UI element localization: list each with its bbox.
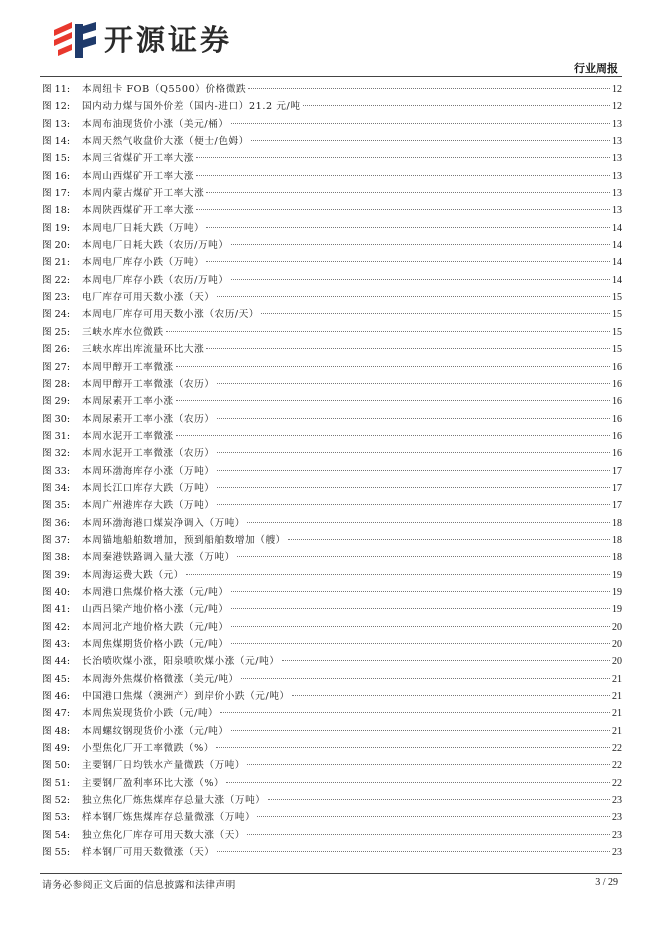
toc-dot-leader [231,608,610,609]
toc-page-number: 23 [612,847,622,859]
toc-dot-leader [220,712,610,713]
toc-page-number: 16 [612,396,622,408]
toc-page-number: 22 [612,743,622,755]
toc-page-number: 14 [612,240,622,252]
toc-dot-leader [231,123,610,124]
toc-entry[interactable] [42,688,622,705]
toc-figure-number: 图 24: [42,309,71,321]
toc-page-number: 16 [612,413,622,425]
toc-entry[interactable] [42,827,622,844]
toc-dot-leader [231,643,610,644]
toc-figure-title: 本周环渤海库存小涨（万吨） [82,465,215,477]
toc-page-number: 20 [612,639,622,650]
toc-entry[interactable] [42,532,622,549]
toc-figure-title: 本周尿素开工率小涨 [82,396,174,408]
toc-dot-leader [196,209,610,210]
footer-disclaimer: 请务必参阅正文后面的信息披露和法律声明 [42,880,236,891]
toc-page-number: 19 [612,569,622,581]
toc-figure-number: 图 21: [42,257,71,269]
toc-entry[interactable] [42,202,622,219]
toc-dot-leader [231,730,610,731]
toc-entry[interactable] [42,653,622,670]
toc-figure-title: 本周水泥开工率微涨（农历） [82,448,215,460]
toc-page-number: 16 [612,448,622,460]
toc-figure-number: 图 40: [42,586,71,598]
toc-figure-title: 本周内蒙古煤矿开工率大涨 [82,188,205,200]
toc-figure-title: 本周广州港库存大跌（万吨） [82,500,215,512]
toc-dot-leader [176,435,610,436]
toc-entry[interactable] [42,844,622,861]
toc-dot-leader [206,227,610,228]
toc-page-number: 20 [612,621,622,633]
toc-entry[interactable] [42,220,622,237]
toc-figure-number: 图 37: [42,534,71,546]
toc-figure-number: 图 27: [42,361,71,373]
toc-entry[interactable] [42,324,622,341]
toc-figure-title: 本周甲醇开工率微涨 [82,361,174,373]
toc-page-number: 15 [612,326,622,338]
toc-page-number: 15 [612,309,622,321]
toc-figure-number: 图 22: [42,274,71,286]
toc-figure-title: 本周尿素开工率小涨（农历） [82,413,215,425]
toc-entry[interactable] [42,376,622,393]
toc-figure-title: 本周陕西煤矿开工率大涨 [82,205,195,217]
figure-table-of-contents [42,81,622,861]
toc-figure-title: 独立焦化厂库存可用天数大涨（天） [82,829,246,841]
toc-figure-number: 图 53: [42,812,71,824]
toc-figure-title: 本周三省煤矿开工率大涨 [82,153,195,165]
toc-figure-title: 本周甲醇开工率微涨（农历） [82,378,215,390]
toc-dot-leader [248,88,610,89]
toc-entry[interactable] [42,306,622,323]
toc-entry[interactable] [42,480,622,497]
toc-entry[interactable] [42,636,622,653]
toc-entry[interactable] [42,445,622,462]
toc-entry[interactable] [42,775,622,792]
toc-figure-number: 图 25: [42,326,71,338]
toc-figure-number: 图 46: [42,691,71,703]
toc-dot-leader [217,418,610,419]
toc-entry[interactable] [42,497,622,514]
toc-figure-number: 图 47: [42,708,71,720]
toc-figure-title: 本周河北产地价格大跌（元/吨） [82,621,229,633]
toc-figure-number: 图 12: [42,101,71,113]
toc-entry[interactable] [42,792,622,809]
toc-figure-number: 图 54: [42,829,71,841]
toc-dot-leader [303,105,610,106]
toc-dot-leader [251,140,610,141]
toc-dot-leader [231,591,610,592]
toc-entry[interactable] [42,272,622,289]
toc-figure-number: 图 15: [42,153,71,165]
toc-dot-leader [231,626,610,627]
toc-page-number: 16 [612,430,622,442]
toc-entry[interactable] [42,463,622,480]
toc-page-number: 21 [612,725,622,737]
toc-entry[interactable] [42,428,622,445]
toc-entry[interactable] [42,359,622,376]
toc-figure-title: 本周港口焦煤价格大涨（元/吨） [82,586,229,598]
toc-dot-leader [261,313,610,314]
toc-figure-number: 图 38: [42,552,71,564]
toc-page-number: 14 [612,274,622,286]
toc-entry[interactable] [42,740,622,757]
toc-figure-title: 本周天然气收盘价大涨（便士/色姆） [82,136,249,148]
toc-figure-title: 本周海外焦煤价格微涨（美元/吨） [82,673,239,685]
toc-figure-title: 国内动力煤与国外价差（国内-进口）21.2 元/吨 [82,101,301,113]
toc-dot-leader [217,851,610,852]
toc-figure-title: 中国港口焦煤（澳洲产）到岸价小跌（元/吨） [82,691,290,703]
toc-figure-number: 图 44: [42,656,71,668]
toc-figure-number: 图 36: [42,517,71,529]
toc-dot-leader [231,279,610,280]
toc-entry[interactable] [42,584,622,601]
toc-page-number: 15 [612,292,622,304]
page-number: 3 / 29 [595,877,618,888]
toc-dot-leader [247,834,610,835]
toc-page-number: 13 [612,205,622,217]
toc-entry[interactable] [42,705,622,722]
toc-dot-leader [176,400,610,401]
toc-dot-leader [268,799,611,800]
toc-entry[interactable] [42,567,622,584]
toc-dot-leader [226,782,610,783]
toc-page-number: 16 [612,361,622,373]
toc-figure-number: 图 14: [42,136,71,148]
toc-figure-number: 图 51: [42,777,71,789]
report-type-label: 行业周报 [574,62,618,75]
toc-figure-title: 本周纽卡 FOB（Q5500）价格微跌 [82,84,247,95]
toc-entry[interactable] [42,619,622,636]
toc-figure-title: 主要钢厂盈利率环比大涨（%） [82,777,225,789]
toc-page-number: 19 [612,586,622,598]
toc-figure-title: 山西吕梁产地价格小涨（元/吨） [82,604,229,616]
toc-dot-leader [217,452,610,453]
toc-figure-number: 图 35: [42,500,71,512]
toc-entry[interactable] [42,150,622,167]
toc-dot-leader [247,764,610,765]
toc-entry[interactable] [42,723,622,740]
toc-page-number: 13 [612,170,622,182]
toc-figure-number: 图 42: [42,621,71,633]
toc-figure-title: 本周布油现货价小涨（美元/桶） [82,118,229,130]
toc-dot-leader [196,157,610,158]
toc-figure-number: 图 17: [42,188,71,200]
footer-divider [40,873,622,874]
toc-dot-leader [206,261,610,262]
toc-dot-leader [257,816,610,817]
toc-dot-leader [217,296,610,297]
toc-entry[interactable] [42,289,622,306]
toc-figure-number: 图 13: [42,118,71,130]
toc-page-number: 17 [612,482,622,494]
toc-figure-number: 图 45: [42,673,71,685]
toc-dot-leader [217,470,610,471]
toc-figure-title: 本周环渤海港口煤炭净调入（万吨） [82,517,246,529]
toc-dot-leader [237,556,610,557]
toc-page-number: 20 [612,656,622,668]
toc-page-number: 22 [612,777,622,789]
toc-figure-title: 本周焦煤期货价格小跌（元/吨） [82,639,229,650]
toc-figure-title: 本周电厂日耗大跌（万吨） [82,222,205,234]
toc-figure-number: 图 20: [42,240,71,252]
toc-page-number: 23 [612,812,622,824]
toc-figure-number: 图 48: [42,725,71,737]
toc-entry[interactable] [42,549,622,566]
toc-dot-leader [288,539,610,540]
toc-entry[interactable] [42,515,622,532]
toc-page-number: 23 [612,829,622,841]
toc-page-number: 15 [612,344,622,356]
toc-figure-title: 主要钢厂日均铁水产量微跌（万吨） [82,760,246,772]
toc-figure-title: 样本钢厂炼焦煤库存总量微涨（万吨） [82,812,256,824]
toc-dot-leader [231,244,610,245]
toc-figure-number: 图 11: [42,84,71,95]
toc-entry[interactable] [42,185,622,202]
toc-entry[interactable] [42,411,622,428]
toc-page-number: 13 [612,153,622,165]
toc-figure-title: 三峡水库出库流量环比大涨 [82,344,205,356]
toc-dot-leader [186,574,610,575]
toc-page-number: 17 [612,465,622,477]
toc-figure-title: 本周长江口库存大跌（万吨） [82,482,215,494]
toc-figure-title: 本周水泥开工率微涨 [82,430,174,442]
toc-dot-leader [216,747,610,748]
toc-figure-number: 图 31: [42,430,71,442]
toc-figure-number: 图 28: [42,378,71,390]
toc-figure-title: 本周电厂库存小跌（农历/万吨） [82,274,229,286]
toc-figure-number: 图 52: [42,795,71,807]
toc-dot-leader [176,366,610,367]
toc-figure-number: 图 49: [42,743,71,755]
toc-dot-leader [206,192,610,193]
toc-entry[interactable] [42,341,622,358]
toc-figure-title: 长治喷吹煤小涨，阳泉喷吹煤小涨（元/吨） [82,656,280,668]
toc-figure-number: 图 34: [42,482,71,494]
toc-page-number: 18 [612,534,622,546]
toc-figure-number: 图 29: [42,396,71,408]
toc-page-number: 18 [612,552,622,564]
toc-page-number: 23 [612,795,622,807]
toc-figure-title: 样本钢厂可用天数微涨（天） [82,847,215,859]
toc-figure-number: 图 16: [42,170,71,182]
toc-figure-title: 本周焦炭现货价小跌（元/吨） [82,708,219,720]
toc-page-number: 14 [612,257,622,269]
toc-figure-number: 图 19: [42,222,71,234]
toc-entry[interactable] [42,168,622,185]
header-divider [40,76,622,77]
toc-entry[interactable] [42,601,622,618]
toc-page-number: 13 [612,136,622,148]
toc-dot-leader [217,383,610,384]
toc-page-number: 18 [612,517,622,529]
toc-figure-title: 本周秦港铁路调入量大涨（万吨） [82,552,235,564]
toc-figure-number: 图 55: [42,847,71,859]
toc-figure-number: 图 32: [42,448,71,460]
toc-page-number: 21 [612,691,622,703]
toc-dot-leader [166,331,610,332]
toc-figure-title: 三峡水库水位微跌 [82,326,164,338]
toc-figure-title: 本周山西煤矿开工率大涨 [82,170,195,182]
toc-figure-title: 本周电厂日耗大跌（农历/万吨） [82,240,229,252]
toc-entry[interactable] [42,133,622,150]
toc-entry[interactable] [42,671,622,688]
toc-entry[interactable] [42,393,622,410]
brand-logo-mark-icon [50,18,100,62]
toc-figure-number: 图 39: [42,569,71,581]
toc-figure-number: 图 30: [42,413,71,425]
toc-figure-number: 图 41: [42,604,71,616]
toc-page-number: 13 [612,188,622,200]
toc-figure-number: 图 23: [42,292,71,304]
toc-entry[interactable] [42,98,622,115]
toc-dot-leader [217,504,610,505]
toc-page-number: 12 [612,84,622,95]
toc-figure-title: 本周电厂库存可用天数小涨（农历/天） [82,309,260,321]
toc-page-number: 17 [612,500,622,512]
toc-dot-leader [292,695,610,696]
toc-entry[interactable] [42,237,622,254]
toc-figure-title: 电厂库存可用天数小涨（天） [82,292,215,304]
toc-figure-number: 图 33: [42,465,71,477]
brand-logo [50,18,232,62]
toc-page-number: 14 [612,222,622,234]
toc-figure-title: 小型焦化厂开工率微跌（%） [82,743,215,755]
toc-dot-leader [282,660,610,661]
brand-name: 开源证券 [104,23,233,57]
toc-figure-number: 图 50: [42,760,71,772]
toc-dot-leader [206,348,610,349]
toc-entry[interactable] [42,254,622,271]
toc-figure-number: 图 43: [42,639,71,650]
toc-entry[interactable] [42,116,622,133]
toc-dot-leader [241,678,610,679]
toc-figure-number: 图 26: [42,344,71,356]
toc-figure-title: 本周锚地船舶数增加，预到船舶数增加（艘） [82,534,286,546]
toc-figure-number: 图 18: [42,205,71,217]
toc-page-number: 12 [612,101,622,113]
toc-dot-leader [196,175,610,176]
toc-figure-title: 本周螺纹钢现货价小涨（元/吨） [82,725,229,737]
toc-figure-title: 独立焦化厂炼焦煤库存总量大涨（万吨） [82,795,266,807]
toc-page-number: 21 [612,673,622,685]
toc-entry[interactable] [42,809,622,826]
toc-figure-title: 本周电厂库存小跌（万吨） [82,257,205,269]
toc-entry[interactable] [42,757,622,774]
toc-dot-leader [217,487,610,488]
toc-entry[interactable] [42,81,622,98]
toc-page-number: 16 [612,378,622,390]
toc-page-number: 21 [612,708,622,720]
toc-page-number: 22 [612,760,622,772]
toc-dot-leader [247,522,610,523]
toc-page-number: 19 [612,604,622,616]
toc-page-number: 13 [612,118,622,130]
toc-figure-title: 本周海运费大跌（元） [82,569,184,581]
